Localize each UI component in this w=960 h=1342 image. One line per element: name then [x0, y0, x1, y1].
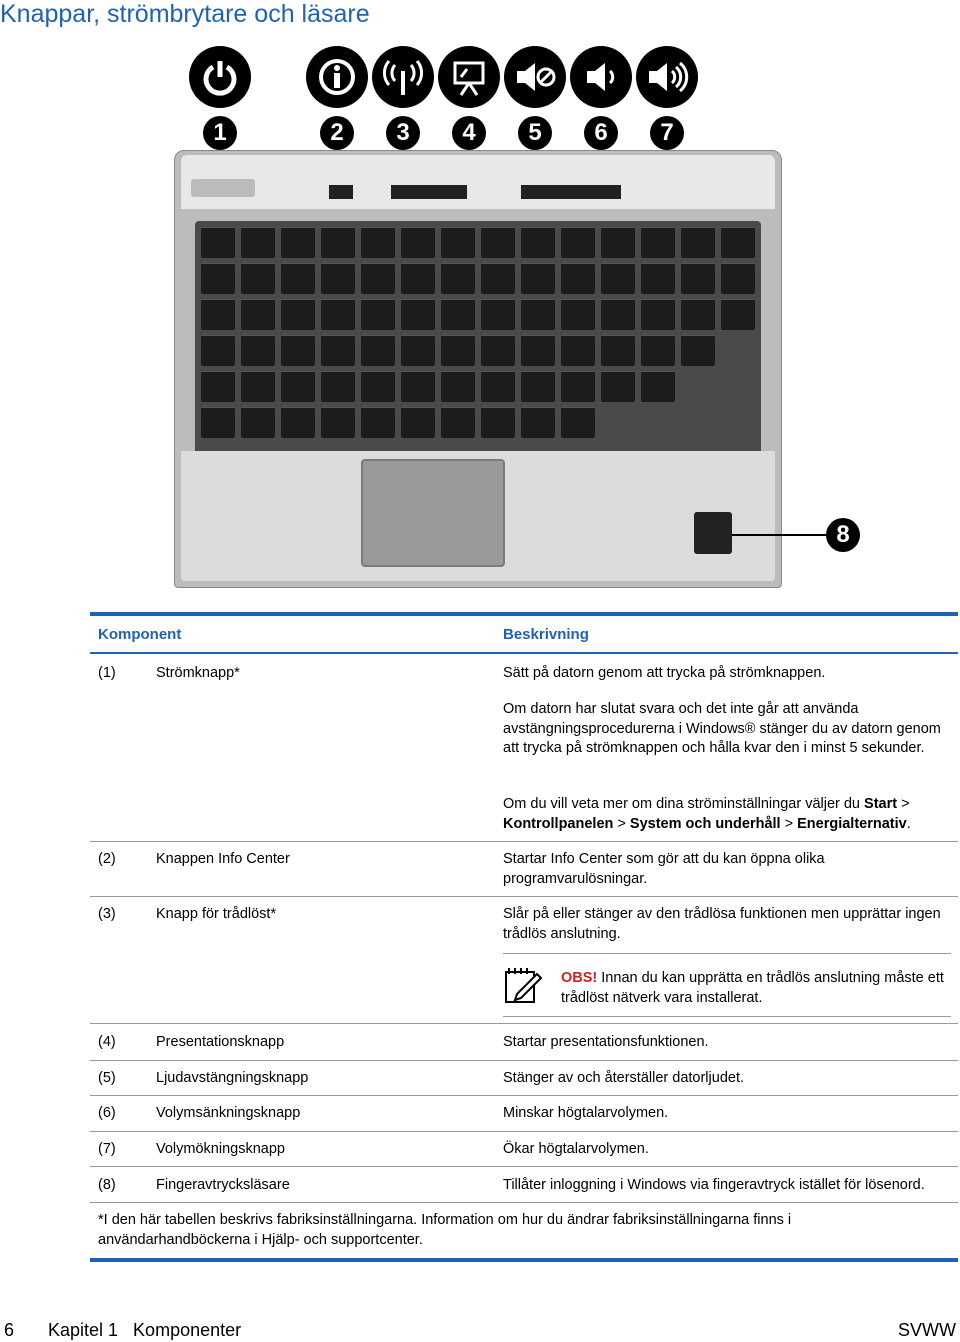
keyboard-key	[361, 335, 395, 366]
keyboard-key	[441, 227, 475, 258]
volume-up-icon	[636, 46, 698, 108]
keyboard-key	[281, 263, 315, 294]
keyboard-key	[321, 227, 355, 258]
keyboard-key	[241, 335, 275, 366]
keyboard-key	[441, 299, 475, 330]
keyboard-key	[241, 299, 275, 330]
row-8-component: Fingeravtrycksläsare	[156, 1177, 290, 1193]
callout-1: 1	[203, 116, 237, 150]
keyboard-key	[641, 371, 675, 402]
keyboard-key	[601, 335, 635, 366]
keyboard-key	[641, 227, 675, 258]
row-7-num: (7)	[98, 1141, 116, 1157]
keyboard-key	[281, 335, 315, 366]
laptop-body	[174, 150, 782, 588]
keyboard-key	[481, 227, 515, 258]
keyboard-key	[521, 407, 555, 438]
keyboard-key	[521, 263, 555, 294]
note-pencil-icon	[503, 964, 545, 1009]
table-top-rule	[90, 612, 958, 616]
row-1-num: (1)	[98, 665, 116, 681]
row-8-num: (8)	[98, 1177, 116, 1193]
row-8-desc: Tillåter inloggning i Windows via fingeravtryck istället för lösenord.	[503, 1177, 925, 1193]
doc-code: SVWW	[898, 1320, 956, 1340]
keyboard-key	[361, 407, 395, 438]
keyboard-key	[201, 371, 235, 402]
keyboard-key	[441, 407, 475, 438]
row-3-component: Knapp för trådlöst*	[156, 906, 277, 922]
row-rule	[90, 1060, 958, 1061]
keyboard-key	[441, 371, 475, 402]
row-2-desc: Startar Info Center som gör att du kan öppna olika programvarulösningar.	[503, 851, 825, 887]
row-7-component: Volymökningsknapp	[156, 1141, 285, 1157]
note-text: OBS! Innan du kan upprätta en trådlös anslutning måste ett trådlöst nätverk vara installerat.	[561, 970, 944, 1006]
keyboard-key	[641, 299, 675, 330]
keyboard-key	[281, 371, 315, 402]
keyboard-key	[401, 227, 435, 258]
row-3-desc: Slår på eller stänger av den trådlösa funktionen men upprättar ingen trådlös anslutning.	[503, 906, 941, 942]
keyboard-key	[201, 407, 235, 438]
page-number: 6	[4, 1320, 15, 1340]
callout-6: 6	[584, 116, 618, 150]
row-6-component: Volymsänkningsknapp	[156, 1105, 301, 1121]
keyboard-key	[401, 299, 435, 330]
keyboard	[195, 221, 761, 483]
table-bottom-rule	[90, 1258, 958, 1262]
note-bottom-rule	[503, 1016, 951, 1017]
keyboard-key	[481, 263, 515, 294]
keyboard-key	[401, 335, 435, 366]
row-4-desc: Startar presentationsfunktionen.	[503, 1034, 709, 1050]
keyboard-key	[601, 371, 635, 402]
callout-4: 4	[452, 116, 486, 150]
row-5-desc: Stänger av och återställer datorljudet.	[503, 1070, 744, 1086]
keyboard-key	[281, 227, 315, 258]
keyboard-key	[201, 227, 235, 258]
keyboard-key	[561, 299, 595, 330]
row-1-desc-3: Om du vill veta mer om dina ströminställningar väljer du Start > Kontrollpanelen > System och underhåll > Energialternativ.	[503, 796, 911, 832]
power-icon	[189, 46, 251, 108]
keyboard-key	[561, 335, 595, 366]
keyboard-key	[521, 371, 555, 402]
row-rule	[90, 1095, 958, 1096]
header-rule	[90, 652, 958, 654]
keyboard-key	[201, 263, 235, 294]
keyboard-key	[321, 263, 355, 294]
keyboard-key	[601, 227, 635, 258]
keyboard-key	[601, 263, 635, 294]
keyboard-key	[681, 299, 715, 330]
callout-8-leader	[732, 534, 826, 536]
row-rule	[90, 1166, 958, 1167]
row-rule	[90, 1131, 958, 1132]
row-2-num: (2)	[98, 851, 116, 867]
callout-5: 5	[518, 116, 552, 150]
volume-down-icon	[570, 46, 632, 108]
keyboard-key	[241, 371, 275, 402]
keyboard-key	[681, 263, 715, 294]
keyboard-key	[241, 263, 275, 294]
keyboard-key	[321, 407, 355, 438]
keyboard-key	[201, 335, 235, 366]
keyboard-key	[401, 263, 435, 294]
row-1-desc-2: Om datorn har slutat svara och det inte går att använda avstängningsprocedurerna i Windows® stänger du av datorn genom att trycka på strömknappen och hålla kvar den i minst 5 sekunder.	[503, 701, 941, 756]
row-6-num: (6)	[98, 1105, 116, 1121]
chapter-label: Kapitel 1 Komponenter	[48, 1320, 242, 1340]
palm-rest	[181, 451, 775, 581]
keyboard-key	[241, 407, 275, 438]
callout-2: 2	[320, 116, 354, 150]
keyboard-key	[361, 263, 395, 294]
fingerprint-reader	[694, 512, 732, 554]
button-strip	[181, 155, 775, 209]
keyboard-key	[241, 227, 275, 258]
wireless-icon	[372, 46, 434, 108]
keyboard-key	[201, 299, 235, 330]
keyboard-key	[561, 407, 595, 438]
touchpad[interactable]	[361, 459, 505, 567]
row-7-desc: Ökar högtalarvolymen.	[503, 1141, 649, 1157]
keyboard-key	[481, 335, 515, 366]
callout-3: 3	[386, 116, 420, 150]
keyboard-key	[481, 299, 515, 330]
keyboard-illustration	[170, 40, 870, 600]
keyboard-key	[481, 407, 515, 438]
row-2-component: Knappen Info Center	[156, 851, 290, 867]
mute-icon	[504, 46, 566, 108]
row-1-desc: Sätt på datorn genom att trycka på strömknappen.	[503, 665, 826, 681]
keyboard-key	[561, 227, 595, 258]
header-description: Beskrivning	[503, 626, 589, 643]
keyboard-key	[361, 299, 395, 330]
callout-8: 8	[826, 518, 860, 552]
keyboard-key	[681, 335, 715, 366]
row-3-num: (3)	[98, 906, 116, 922]
presentation-icon	[438, 46, 500, 108]
row-rule	[90, 896, 958, 897]
keyboard-key	[641, 335, 675, 366]
keyboard-key	[321, 299, 355, 330]
keyboard-key	[601, 299, 635, 330]
keyboard-key	[361, 227, 395, 258]
row-4-component: Presentationsknapp	[156, 1034, 285, 1050]
header-component: Komponent	[98, 626, 182, 643]
keyboard-key	[721, 263, 755, 294]
info-icon	[306, 46, 368, 108]
keyboard-key	[561, 263, 595, 294]
row-4-num: (4)	[98, 1034, 116, 1050]
keyboard-key	[641, 263, 675, 294]
keyboard-key	[441, 335, 475, 366]
row-1-component: Strömknapp*	[156, 665, 240, 681]
note-top-rule	[503, 953, 951, 954]
row-6-desc: Minskar högtalarvolymen.	[503, 1105, 669, 1121]
keyboard-key	[521, 335, 555, 366]
keyboard-key	[561, 371, 595, 402]
keyboard-key	[721, 299, 755, 330]
row-5-component: Ljudavstängningsknapp	[156, 1070, 309, 1086]
row-5-num: (5)	[98, 1070, 116, 1086]
keyboard-key	[521, 299, 555, 330]
keyboard-key	[361, 371, 395, 402]
keyboard-key	[281, 299, 315, 330]
row-rule	[90, 1023, 958, 1024]
keyboard-key	[401, 407, 435, 438]
keyboard-key	[321, 371, 355, 402]
keyboard-key	[401, 371, 435, 402]
row-rule	[90, 841, 958, 842]
page-title: Knappar, strömbrytare och läsare	[0, 0, 370, 28]
keyboard-key	[521, 227, 555, 258]
table-footnote: *I den här tabellen beskrivs fabriksinställningarna. Information om hur du ändrar fabriksinställningarna finns i användarhandböckerna i Hjälp- och supportcenter.	[98, 1212, 792, 1248]
row-rule	[90, 1202, 958, 1203]
keyboard-key	[321, 335, 355, 366]
keyboard-key	[681, 227, 715, 258]
keyboard-key	[281, 407, 315, 438]
keyboard-key	[721, 227, 755, 258]
callout-7: 7	[650, 116, 684, 150]
keyboard-key	[441, 263, 475, 294]
keyboard-key	[481, 371, 515, 402]
